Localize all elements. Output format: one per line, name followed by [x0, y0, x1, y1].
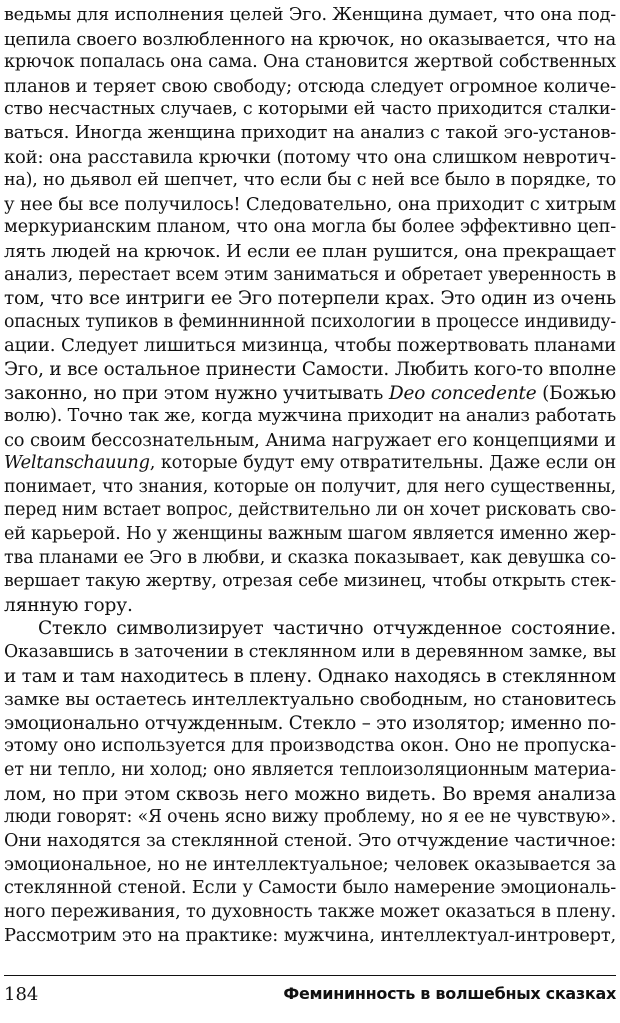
- text-line: ваться. Иногда женщина приходит на анализ с такой эго-установ-: [4, 122, 616, 143]
- text-fragment: , которые будут ему отвратительны. Даже если он: [149, 453, 616, 474]
- text-line: Эго, и все остальное принести Самости. Любить кого-то вполне: [4, 358, 616, 380]
- text-line: [4, 382, 616, 406]
- text-fragment: законно, но при этом нужно учитывать: [4, 382, 389, 404]
- german-term-weltanschauung: Weltanschauung: [4, 453, 150, 474]
- text-line: том, что все интриги ее Эго потерпели крах. Это один из очень: [4, 288, 616, 310]
- text-line: ации. Следует лишиться мизинца, чтобы пожертвовать планами: [4, 335, 616, 357]
- text-line: ство несчастных случаев, с которыми ей часто приходится сталки-: [4, 99, 616, 120]
- text-line: волю). Точно так же, когда мужчина приходит на анализ работать: [4, 406, 616, 427]
- text-line: эмоциональное, но не интеллектуальное; человек оказывается за: [4, 854, 616, 876]
- text-line: крючок попалась она сама. Она становится жертвой собственных: [4, 52, 616, 73]
- text-line: цепила своего возлюбленного на крючок, но оказывается, что на: [4, 28, 616, 50]
- text-fragment: (Божью: [536, 382, 616, 404]
- latin-phrase-deo-concedente: Deo concedente: [388, 382, 537, 404]
- text-line: вершает такую жертву, отрезая себе мизинец, чтобы открыть стек-: [4, 571, 616, 592]
- page-footer: [4, 975, 616, 1005]
- text-line: тва планами ее Эго в любви, и сказка показывает, как девушка со-: [4, 547, 616, 568]
- text-line: планов и теряет свою свободу; отсюда следует огромное количе-: [4, 75, 616, 97]
- text-line: стеклянной стеной. Если у Самости было намерение эмоциональ-: [4, 877, 616, 898]
- text-line: лять людей на крючок. И если ее план рушится, она прекращает: [4, 240, 616, 262]
- text-line: Оказавшись в заточении в стеклянном или в деревянном замке, вы: [4, 642, 616, 663]
- text-line: этому оно используется для производства окон. Оно не пропуска-: [4, 736, 616, 757]
- text-line: на), но дьявол ей шепчет, что если бы с ней все было в порядке, то: [4, 170, 616, 191]
- text-line: со своим бессознательным, Анима нагружает его концепциями и: [4, 429, 616, 451]
- text-line: люди говорят: «Я очень ясно вижу проблему, но я ее не чувствую».: [4, 807, 616, 828]
- text-line: кой: она расставила крючки (потому что она слишком невротич-: [4, 146, 616, 168]
- text-line: опасных тупиков в феминнинной психологии в процессе индивиду-: [4, 311, 616, 332]
- text-line: Рассмотрим это на практике: мужчина, интеллектуал-интроверт,: [4, 925, 616, 947]
- text-line: понимает, что знания, которые он получит, для него существенны,: [4, 476, 616, 497]
- text-line: у нее бы все получилось! Следовательно, она приходит с хитрым: [4, 193, 616, 215]
- text-line: лянную гору.: [4, 594, 133, 616]
- text-line: анализ, перестает всем этим заниматься и обретает уверенность в: [4, 264, 616, 285]
- text-line: и там и там находитесь в плену. Однако находясь в стеклянном: [4, 665, 616, 687]
- text-line: перед ним встает вопрос, действительно ли он хочет рисковать сво-: [4, 500, 616, 521]
- page-number: 184: [4, 984, 39, 1005]
- text-line: эмоционально отчужденным. Стекло – это изолятор; именно по-: [4, 712, 616, 734]
- text-line: меркурианским планом, что она могла бы более эффективно цеп-: [4, 217, 616, 238]
- text-line: [4, 452, 616, 476]
- running-title: Фемининность в волшебных сказках: [283, 984, 616, 1003]
- text-line: Стекло символизирует частично отчужденное состояние.: [38, 618, 616, 640]
- body-text: [4, 4, 616, 948]
- text-line: ного переживания, то духовность также может оказаться в плену.: [4, 901, 616, 922]
- text-line: ей карьерой. Но у женщины важным шагом является именно жер-: [4, 524, 616, 545]
- text-line: ет ни тепло, ни холод; оно является теплоизоляционным материа-: [4, 760, 616, 780]
- text-line: ведьмы для исполнения целей Эго. Женщина думает, что она под-: [4, 5, 616, 25]
- text-line: замке вы остаетесь интеллектуально свободным, но становитесь: [4, 689, 616, 711]
- text-line: Они находятся за стеклянной стеной. Это отчуждение частичное:: [4, 830, 616, 851]
- text-line: лом, но при этом сквозь него можно видеть. Во время анализа: [4, 783, 616, 805]
